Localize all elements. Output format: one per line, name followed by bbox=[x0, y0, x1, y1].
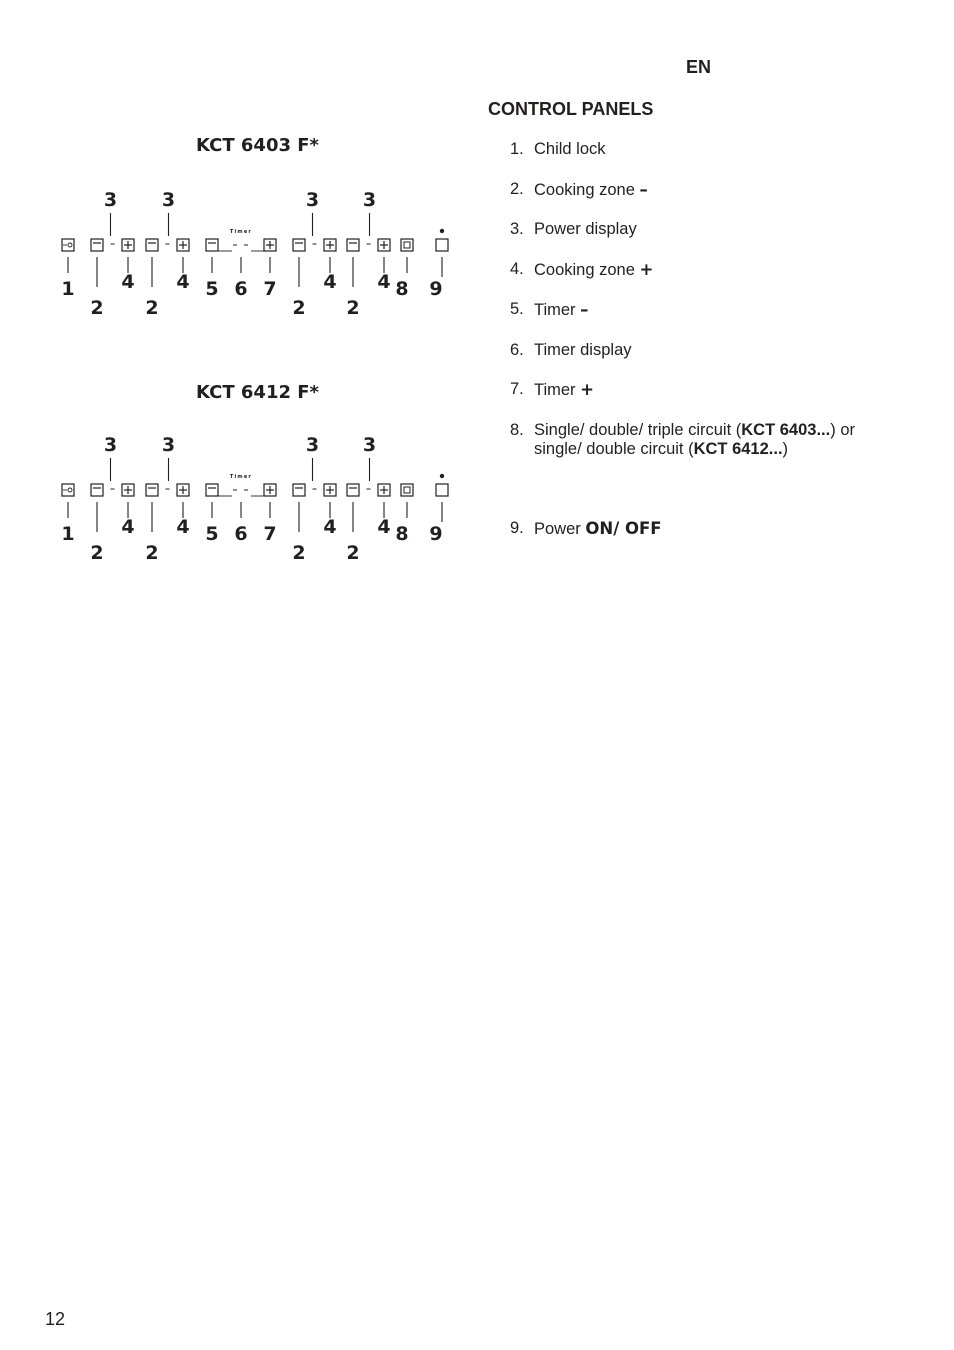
callout-number-4: 4 bbox=[176, 516, 190, 538]
plus-symbol: + bbox=[639, 259, 654, 279]
legend-number: 9. bbox=[510, 518, 524, 537]
legend-list bbox=[510, 140, 910, 559]
control-panel-diagram bbox=[40, 423, 470, 583]
callout-number-2: 2 bbox=[145, 297, 159, 319]
legend-number: 8. bbox=[510, 420, 524, 439]
cooking-zone-minus-key bbox=[91, 484, 103, 496]
circuit-selector-key bbox=[401, 239, 413, 251]
legend-text: Timer display bbox=[534, 340, 632, 359]
minus-symbol: – bbox=[580, 300, 589, 319]
callout-number-8: 8 bbox=[395, 278, 409, 300]
callout-number-8: 8 bbox=[395, 523, 409, 545]
power-key bbox=[436, 239, 448, 251]
callout-number-2: 2 bbox=[90, 542, 104, 564]
legend-item bbox=[510, 421, 910, 460]
callout-number-3: 3 bbox=[362, 189, 377, 211]
legend-text: Power bbox=[534, 519, 586, 538]
callout-number-2: 2 bbox=[145, 542, 159, 564]
callout-number-6: 6 bbox=[234, 278, 248, 300]
legend-item bbox=[510, 341, 910, 361]
callout-number-2: 2 bbox=[292, 297, 306, 319]
lock-icon bbox=[68, 243, 72, 247]
legend-number: 3. bbox=[510, 220, 524, 238]
minus-symbol: – bbox=[639, 179, 648, 199]
legend-number: 6. bbox=[510, 340, 524, 359]
legend-text: Timer bbox=[534, 301, 581, 319]
legend-text: single/ double circuit ( bbox=[534, 440, 694, 458]
legend-number: 1. bbox=[510, 140, 524, 158]
slash: / bbox=[613, 518, 625, 538]
callout-number-2: 2 bbox=[346, 297, 360, 319]
cooking-zone-minus-key bbox=[347, 484, 359, 496]
model-ref: KCT 6412... bbox=[693, 440, 783, 458]
legend-item bbox=[510, 220, 910, 240]
lock-icon bbox=[68, 488, 72, 492]
legend-item bbox=[510, 260, 910, 281]
timer-label: Timer bbox=[229, 474, 253, 480]
power-indicator-led bbox=[440, 229, 444, 233]
callout-number-3: 3 bbox=[103, 434, 118, 456]
control-panel-diagram bbox=[40, 178, 470, 338]
callout-number-3: 3 bbox=[161, 189, 176, 211]
cooking-zone-minus-key bbox=[347, 239, 359, 251]
callout-number-1: 1 bbox=[61, 278, 75, 300]
legend-item bbox=[510, 519, 910, 540]
callout-number-9: 9 bbox=[429, 523, 443, 545]
circuit-icon bbox=[404, 242, 410, 248]
callout-number-4: 4 bbox=[176, 271, 190, 293]
timer-minus-key bbox=[206, 239, 218, 251]
section-title: CONTROL PANELS bbox=[488, 99, 654, 119]
callout-number-2: 2 bbox=[90, 297, 104, 319]
timer-minus-key bbox=[206, 484, 218, 496]
callout-number-5: 5 bbox=[205, 278, 219, 300]
panel-2-model-title: KCT 6412 F* bbox=[196, 382, 319, 403]
power-off-label: OFF bbox=[624, 518, 662, 538]
callout-number-3: 3 bbox=[161, 434, 176, 456]
legend-item bbox=[510, 140, 910, 160]
callout-number-9: 9 bbox=[429, 278, 443, 300]
legend-item bbox=[510, 380, 910, 401]
cooking-zone-minus-key bbox=[146, 239, 158, 251]
callout-number-2: 2 bbox=[346, 542, 360, 564]
panel-diagram-kct6403 bbox=[40, 178, 470, 338]
callout-number-4: 4 bbox=[323, 271, 337, 293]
callout-number-4: 4 bbox=[377, 271, 391, 293]
circuit-icon bbox=[404, 487, 410, 493]
callout-number-3: 3 bbox=[305, 189, 320, 211]
callout-number-7: 7 bbox=[263, 523, 277, 545]
panel-1-model-title: KCT 6403 F* bbox=[196, 135, 319, 156]
legend-text: Cooking zone bbox=[534, 260, 640, 279]
power-on-label: ON bbox=[585, 518, 614, 538]
language-code: EN bbox=[686, 57, 712, 77]
callout-number-4: 4 bbox=[121, 271, 135, 293]
power-key bbox=[436, 484, 448, 496]
cooking-zone-minus-key bbox=[146, 484, 158, 496]
legend-text: Power display bbox=[534, 220, 637, 238]
callout-number-3: 3 bbox=[103, 189, 118, 211]
panel-diagram-kct6412 bbox=[40, 423, 470, 583]
callout-number-4: 4 bbox=[323, 516, 337, 538]
callout-number-4: 4 bbox=[377, 516, 391, 538]
circuit-selector-key bbox=[401, 484, 413, 496]
legend-text: Child lock bbox=[534, 140, 606, 158]
legend-text: ) or bbox=[830, 420, 855, 439]
legend-number: 7. bbox=[510, 380, 524, 398]
callout-number-2: 2 bbox=[292, 542, 306, 564]
callout-number-3: 3 bbox=[305, 434, 320, 456]
cooking-zone-minus-key bbox=[293, 239, 305, 251]
callout-number-6: 6 bbox=[234, 523, 248, 545]
legend-item bbox=[510, 180, 910, 201]
legend-number: 2. bbox=[510, 179, 524, 198]
legend-text: Single/ double/ triple circuit ( bbox=[534, 420, 742, 439]
plus-symbol: + bbox=[580, 380, 594, 399]
callout-number-1: 1 bbox=[61, 523, 75, 545]
model-ref: KCT 6403... bbox=[741, 420, 831, 439]
legend-text: Cooking zone bbox=[534, 180, 640, 199]
legend-text: ) bbox=[782, 440, 789, 458]
legend-number: 4. bbox=[510, 259, 524, 278]
page-number: 12 bbox=[45, 1309, 66, 1329]
power-indicator-led bbox=[440, 474, 444, 478]
cooking-zone-minus-key bbox=[91, 239, 103, 251]
legend-text: Timer bbox=[534, 381, 581, 399]
callout-number-7: 7 bbox=[263, 278, 277, 300]
legend-item bbox=[510, 300, 910, 321]
cooking-zone-minus-key bbox=[293, 484, 305, 496]
timer-label: Timer bbox=[229, 229, 253, 235]
callout-number-4: 4 bbox=[121, 516, 135, 538]
callout-number-3: 3 bbox=[362, 434, 377, 456]
legend-number: 5. bbox=[510, 300, 524, 318]
callout-number-5: 5 bbox=[205, 523, 219, 545]
